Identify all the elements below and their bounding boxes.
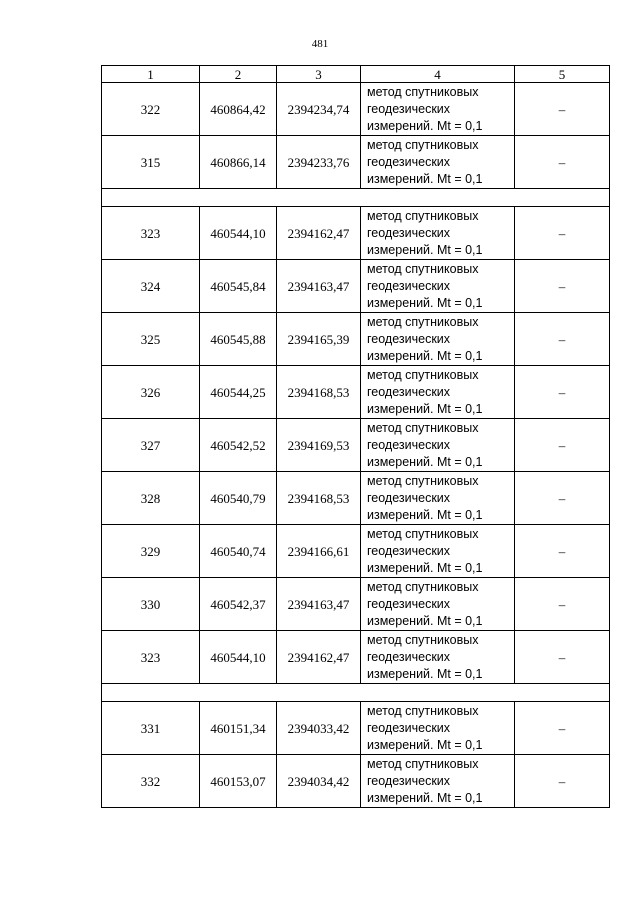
point-number-cell: 326: [102, 366, 200, 419]
method-cell: [361, 755, 515, 808]
col5-cell: –: [515, 83, 610, 136]
col5-cell: –: [515, 702, 610, 755]
x-coordinate-cell: 460866,14: [200, 136, 277, 189]
method-line: измерений. Mt = 0,1: [367, 666, 483, 681]
point-number-cell: 329: [102, 525, 200, 578]
table-row: [102, 472, 610, 525]
x-coordinate-cell: 460540,74: [200, 525, 277, 578]
method-line: геодезических: [367, 596, 451, 611]
x-coordinate-cell: 460544,25: [200, 366, 277, 419]
header-col-2: 2: [200, 66, 277, 83]
method-line: измерений. Mt = 0,1: [367, 171, 483, 186]
table-row: [102, 631, 610, 684]
point-number-cell: 323: [102, 631, 200, 684]
y-coordinate-cell: 2394169,53: [277, 419, 361, 472]
table-body: [102, 83, 610, 808]
col5-cell: –: [515, 260, 610, 313]
method-line: измерений. Mt = 0,1: [367, 613, 483, 628]
col5-cell: –: [515, 366, 610, 419]
method-line: метод спутниковых: [367, 632, 479, 647]
x-coordinate-cell: 460153,07: [200, 755, 277, 808]
x-coordinate-cell: 460151,34: [200, 702, 277, 755]
method-cell: [361, 472, 515, 525]
header-col-1: 1: [102, 66, 200, 83]
col5-cell: –: [515, 313, 610, 366]
method-line: метод спутниковых: [367, 208, 479, 223]
y-coordinate-cell: 2394165,39: [277, 313, 361, 366]
separator-cell: [102, 684, 610, 702]
method-line: метод спутниковых: [367, 579, 479, 594]
table-row: [102, 525, 610, 578]
point-number-cell: 328: [102, 472, 200, 525]
method-cell: [361, 702, 515, 755]
table-row: [102, 136, 610, 189]
point-number-cell: 324: [102, 260, 200, 313]
coordinates-table: [101, 65, 610, 808]
x-coordinate-cell: 460864,42: [200, 83, 277, 136]
method-cell: [361, 631, 515, 684]
header-col-4: 4: [361, 66, 515, 83]
method-line: измерений. Mt = 0,1: [367, 560, 483, 575]
method-cell: [361, 525, 515, 578]
table-row: [102, 702, 610, 755]
method-line: метод спутниковых: [367, 367, 479, 382]
point-number-cell: 322: [102, 83, 200, 136]
method-line: метод спутниковых: [367, 261, 479, 276]
method-line: измерений. Mt = 0,1: [367, 295, 483, 310]
point-number-cell: 332: [102, 755, 200, 808]
method-line: геодезических: [367, 225, 451, 240]
method-cell: [361, 260, 515, 313]
y-coordinate-cell: 2394166,61: [277, 525, 361, 578]
method-line: метод спутниковых: [367, 703, 479, 718]
method-cell: [361, 419, 515, 472]
table-row: [102, 83, 610, 136]
y-coordinate-cell: 2394033,42: [277, 702, 361, 755]
method-line: измерений. Mt = 0,1: [367, 242, 483, 257]
method-cell: [361, 313, 515, 366]
method-line: геодезических: [367, 278, 451, 293]
col5-cell: –: [515, 472, 610, 525]
x-coordinate-cell: 460544,10: [200, 631, 277, 684]
point-number-cell: 315: [102, 136, 200, 189]
method-line: геодезических: [367, 101, 451, 116]
method-line: измерений. Mt = 0,1: [367, 401, 483, 416]
method-line: геодезических: [367, 154, 451, 169]
header-col-5: 5: [515, 66, 610, 83]
method-line: геодезических: [367, 490, 451, 505]
method-line: геодезических: [367, 649, 451, 664]
y-coordinate-cell: 2394162,47: [277, 207, 361, 260]
table-row: [102, 755, 610, 808]
point-number-cell: 323: [102, 207, 200, 260]
method-line: метод спутниковых: [367, 420, 479, 435]
y-coordinate-cell: 2394168,53: [277, 366, 361, 419]
y-coordinate-cell: 2394163,47: [277, 578, 361, 631]
method-cell: [361, 83, 515, 136]
table-row: [102, 419, 610, 472]
method-line: метод спутниковых: [367, 526, 479, 541]
x-coordinate-cell: 460540,79: [200, 472, 277, 525]
method-line: геодезических: [367, 331, 451, 346]
y-coordinate-cell: 2394233,76: [277, 136, 361, 189]
col5-cell: –: [515, 207, 610, 260]
method-line: геодезических: [367, 384, 451, 399]
table-row: [102, 260, 610, 313]
y-coordinate-cell: 2394034,42: [277, 755, 361, 808]
col5-cell: –: [515, 631, 610, 684]
separator-cell: [102, 189, 610, 207]
method-line: измерений. Mt = 0,1: [367, 790, 483, 805]
point-number-cell: 325: [102, 313, 200, 366]
method-line: измерений. Mt = 0,1: [367, 118, 483, 133]
separator-row: [102, 189, 610, 207]
method-cell: [361, 578, 515, 631]
method-line: геодезических: [367, 773, 451, 788]
point-number-cell: 331: [102, 702, 200, 755]
method-line: измерений. Mt = 0,1: [367, 348, 483, 363]
point-number-cell: 327: [102, 419, 200, 472]
col5-cell: –: [515, 525, 610, 578]
table-row: [102, 366, 610, 419]
method-cell: [361, 207, 515, 260]
x-coordinate-cell: 460544,10: [200, 207, 277, 260]
table-row: [102, 313, 610, 366]
point-number-cell: 330: [102, 578, 200, 631]
x-coordinate-cell: 460542,37: [200, 578, 277, 631]
page-number: 481: [311, 38, 329, 50]
method-line: метод спутниковых: [367, 756, 479, 771]
method-line: геодезических: [367, 543, 451, 558]
separator-row: [102, 684, 610, 702]
method-line: метод спутниковых: [367, 137, 479, 152]
method-line: геодезических: [367, 437, 451, 452]
col5-cell: –: [515, 755, 610, 808]
col5-cell: –: [515, 578, 610, 631]
method-line: измерений. Mt = 0,1: [367, 454, 483, 469]
y-coordinate-cell: 2394162,47: [277, 631, 361, 684]
method-line: метод спутниковых: [367, 84, 479, 99]
x-coordinate-cell: 460545,84: [200, 260, 277, 313]
method-cell: [361, 366, 515, 419]
x-coordinate-cell: 460545,88: [200, 313, 277, 366]
header-row: [102, 66, 610, 83]
y-coordinate-cell: 2394234,74: [277, 83, 361, 136]
method-line: метод спутниковых: [367, 314, 479, 329]
table-row: [102, 207, 610, 260]
table-row: [102, 578, 610, 631]
y-coordinate-cell: 2394163,47: [277, 260, 361, 313]
method-line: измерений. Mt = 0,1: [367, 507, 483, 522]
col5-cell: –: [515, 419, 610, 472]
table-header: [102, 66, 610, 83]
x-coordinate-cell: 460542,52: [200, 419, 277, 472]
method-cell: [361, 136, 515, 189]
method-line: метод спутниковых: [367, 473, 479, 488]
header-col-3: 3: [277, 66, 361, 83]
method-line: измерений. Mt = 0,1: [367, 737, 483, 752]
method-line: геодезических: [367, 720, 451, 735]
y-coordinate-cell: 2394168,53: [277, 472, 361, 525]
col5-cell: –: [515, 136, 610, 189]
